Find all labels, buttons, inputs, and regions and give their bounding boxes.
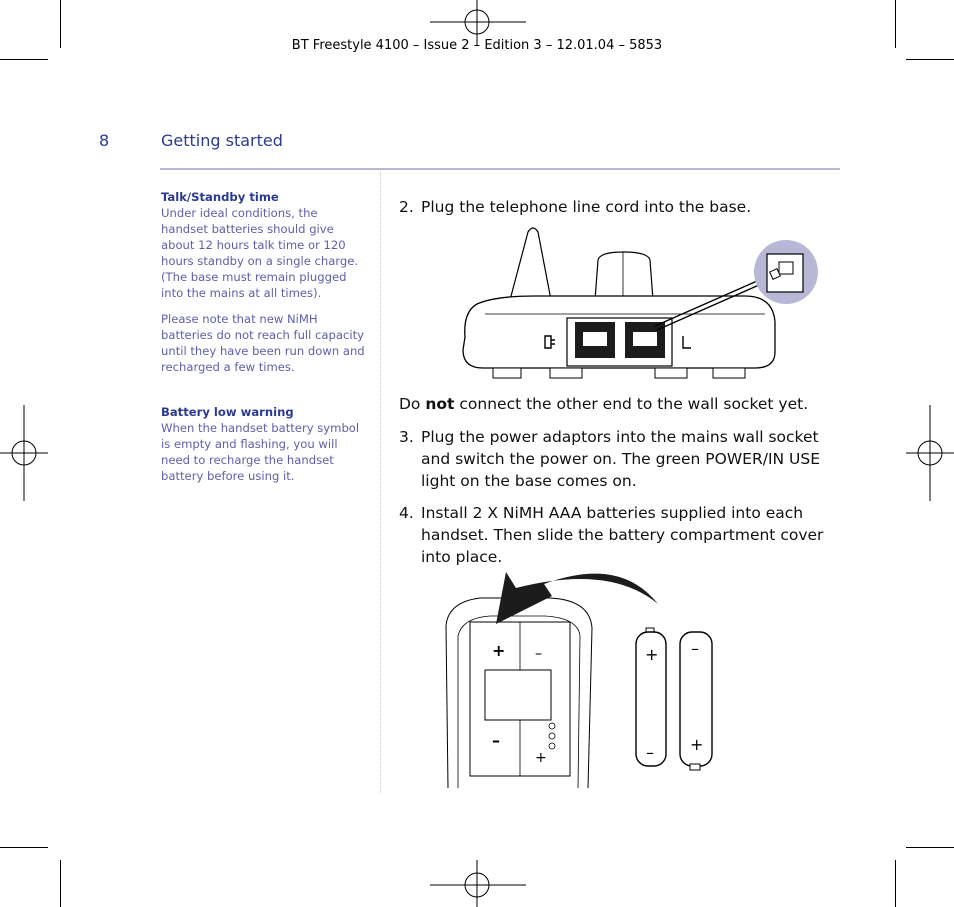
aaa-battery-left — [636, 628, 666, 766]
do-not-connect-note — [399, 393, 839, 415]
talk-standby-body: Under ideal conditions, the handset batteries should give about 12 hours talk time or 120 hours standby on a single charge. (The base must remain plugged into the mains at all times). — [161, 206, 359, 300]
handset-polarity-minus: – — [492, 731, 500, 750]
step-2 — [399, 196, 839, 218]
step-4 — [399, 502, 839, 568]
crop-mark — [895, 860, 896, 907]
crop-mark — [906, 847, 954, 848]
svg-text:+: + — [690, 735, 704, 754]
battery-low-body: When the handset battery symbol is empty and flashing, you will need to recharge the handset battery before using it. — [161, 421, 360, 483]
handset-polarity-plus: + — [535, 750, 547, 766]
step-number: 3. — [399, 428, 414, 446]
battery-install-illustration — [440, 566, 730, 788]
step-number: 2. — [399, 198, 414, 216]
aaa-battery-right — [680, 632, 712, 770]
section-title: Getting started — [161, 131, 283, 150]
handset-polarity-minus: – — [535, 646, 542, 662]
registration-mark-bottom — [428, 860, 528, 907]
battery-low-heading: Battery low warning — [161, 405, 294, 419]
step-text: Install 2 X NiMH AAA batteries supplied into each handset. Then slide the battery compartment cover into place. — [421, 504, 824, 566]
crop-mark — [906, 59, 954, 60]
page-number: 8 — [99, 131, 110, 150]
print-header: BT Freestyle 4100 – Issue 2 – Edition 3 – 12.01.04 – 5853 — [291, 38, 663, 53]
step-text: Plug the power adaptors into the mains wall socket and switch the power on. The green POWER/IN USE light on the base comes on. — [421, 428, 821, 490]
handset-polarity-plus: + — [492, 641, 506, 660]
registration-mark-left — [0, 405, 48, 501]
svg-text:+: + — [645, 645, 659, 664]
svg-text:–: – — [646, 743, 654, 762]
crop-mark — [60, 860, 61, 907]
crop-mark — [0, 59, 48, 60]
sidebar-talk-standby — [161, 189, 366, 375]
step-text: Plug the telephone line cord into the base. — [421, 198, 752, 216]
header-rule — [160, 168, 840, 170]
crop-mark — [0, 847, 48, 848]
registration-mark-right — [906, 405, 954, 501]
column-divider — [380, 172, 381, 794]
step-number: 4. — [399, 504, 414, 522]
talk-standby-heading: Talk/Standby time — [161, 190, 279, 204]
note-suffix: connect the other end to the wall socket yet. — [454, 395, 809, 413]
svg-text:–: – — [691, 639, 699, 658]
talk-standby-note: Please note that new NiMH batteries do not reach full capacity until they have been run down and recharged a few times. — [161, 312, 365, 374]
sidebar-battery-low — [161, 404, 366, 484]
step-3 — [399, 426, 839, 492]
base-unit-illustration — [455, 222, 825, 384]
note-prefix: Do — [399, 395, 426, 413]
note-emphasis: not — [425, 395, 455, 413]
